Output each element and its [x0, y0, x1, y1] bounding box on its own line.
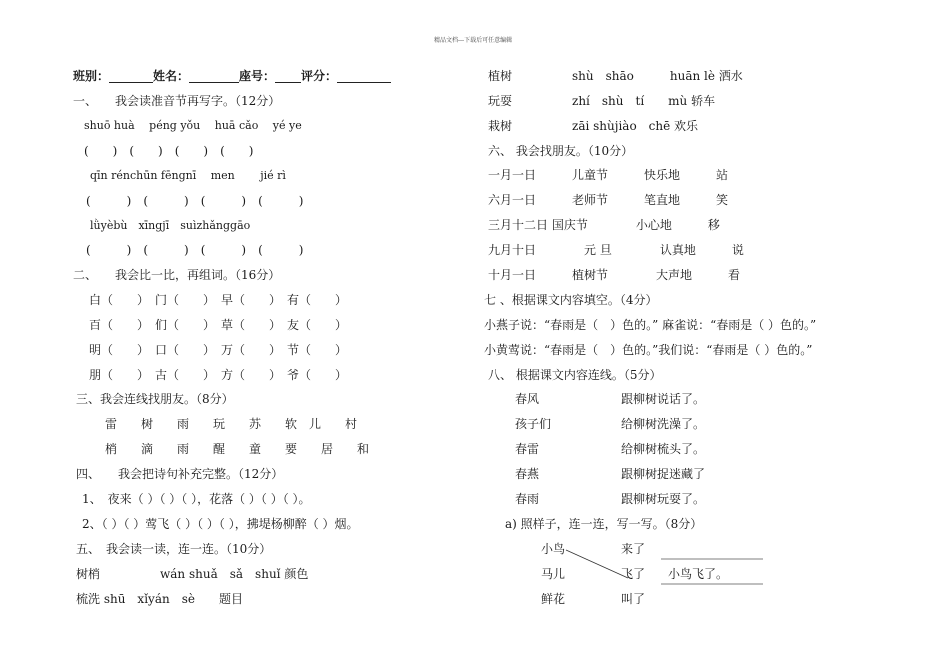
answer-brackets: ( ) ( ) ( ) ( ): [86, 194, 304, 208]
predicate-item: 跟柳树说话了。: [621, 392, 706, 406]
subject-item: 孩子们: [515, 417, 552, 431]
friend-row: 十月一日 植树节 大声地 看: [488, 268, 741, 282]
match-row: 树梢 wán shuǎ sǎ shuǐ 颜色: [76, 567, 309, 581]
example-verb: 飞了: [621, 567, 646, 581]
compare-row: 白（ ） 门（ ） 早（ ） 有（ ）: [89, 293, 348, 307]
fill-line: 小黄莺说：“春雨是（ ）色的。”我们说：“春雨是（ ）色的。”: [484, 343, 813, 357]
friend-row: 三月十二日 国庆节 小心地 移: [488, 218, 720, 232]
friend-row: 六月一日 老师节 笔直地 笑: [488, 193, 729, 207]
pinyin-row: qīn rénchūn fēngnī men jié rì: [90, 169, 286, 182]
predicate-item: 跟柳树捉迷藏了: [621, 467, 706, 481]
example-subject: 小鸟: [541, 542, 566, 556]
compare-row: 朋（ ） 古（ ） 方（ ） 爷（ ）: [89, 368, 348, 382]
pinyin-row: shuō huà péng yǒu huā cǎo yé ye: [84, 119, 302, 132]
compare-row: 百（ ） 们（ ） 草（ ） 友（ ）: [89, 318, 348, 332]
section-3-title: 三、我会连线找朋友。（8分）: [76, 392, 234, 406]
match-row: 栽树 zāi shùjiào chē 欢乐: [488, 119, 699, 133]
friend-row: 九月十日 元 旦 认真地 说: [488, 243, 744, 257]
section-9-title: a) 照样子，连一连，写一写。（8分）: [505, 517, 703, 531]
section-1-title: 一、 我会读准音节再写字。（12分）: [73, 94, 281, 108]
poem-line: 2、（ ）（ ）莺飞（ ）（ ）（ ），拂堤杨柳醉（ ）烟。: [82, 517, 359, 531]
example-subject: 鲜花: [541, 592, 566, 606]
section-5-title: 五、 我会读一读，连一连。（10分）: [76, 542, 272, 556]
subject-item: 春雨: [515, 492, 540, 506]
connector-line: [566, 550, 628, 578]
match-row: 玩耍 zhí shù tí mù 轿车: [488, 94, 716, 108]
example-sentence: 小鸟飞了。: [668, 567, 729, 581]
section-6-title: 六、 我会找朋友。（10分）: [488, 144, 634, 158]
match-row: 梳洗 shū xǐyán sè 题目: [76, 592, 243, 606]
char-row: 梢 滴 雨 醒 童 要 居 和: [105, 442, 370, 456]
fill-line: 小燕子说：“春雨是（ ）色的。” 麻雀说：“春雨是（ ）色的。”: [484, 318, 817, 332]
name-label: 姓名：: [153, 69, 190, 83]
char-row: 雷 树 雨 玩 苏 软 儿 村: [105, 417, 358, 431]
section-8-title: 八、 根据课文内容连线。（5分）: [488, 368, 662, 382]
subject-item: 春雷: [515, 442, 540, 456]
page-header: 精品文档---下载后可任意编辑: [434, 37, 513, 44]
section-2-title: 二、 我会比一比，再组词。（16分）: [73, 268, 281, 282]
predicate-item: 给柳树梳头了。: [621, 442, 706, 456]
friend-row: 一月一日 儿童节 快乐地 站: [488, 168, 729, 182]
poem-line: 1、 夜来（ ）（ ）（ ），花落（ ）（ ）（ ）。: [82, 492, 311, 506]
seat-label: 座号：: [239, 69, 276, 83]
predicate-item: 给柳树洗澡了。: [621, 417, 706, 431]
compare-row: 明（ ） 口（ ） 万（ ） 节（ ）: [89, 343, 348, 357]
example-verb: 叫了: [621, 592, 646, 606]
predicate-item: 跟柳树玩耍了。: [621, 492, 706, 506]
answer-brackets: ( ) ( ) ( ) ( ): [86, 243, 304, 257]
section-7-title: 七 、根据课文内容填空。（4分）: [484, 293, 658, 307]
subject-item: 春燕: [515, 467, 540, 481]
score-label: 评分：: [301, 69, 338, 83]
class-label: 班别：: [73, 69, 110, 83]
answer-brackets: ( ) ( ) ( ) ( ): [84, 144, 254, 158]
example-verb: 来了: [621, 542, 646, 556]
subject-item: 春风: [515, 392, 540, 406]
match-row: 植树 shù shāo huān lè 洒水: [488, 69, 743, 83]
example-subject: 马儿: [541, 567, 566, 581]
section-4-title: 四、 我会把诗句补充完整。（12分）: [76, 467, 284, 481]
pinyin-row: lǜyèbù xīngjī suìzhǎnggāo: [90, 219, 251, 232]
